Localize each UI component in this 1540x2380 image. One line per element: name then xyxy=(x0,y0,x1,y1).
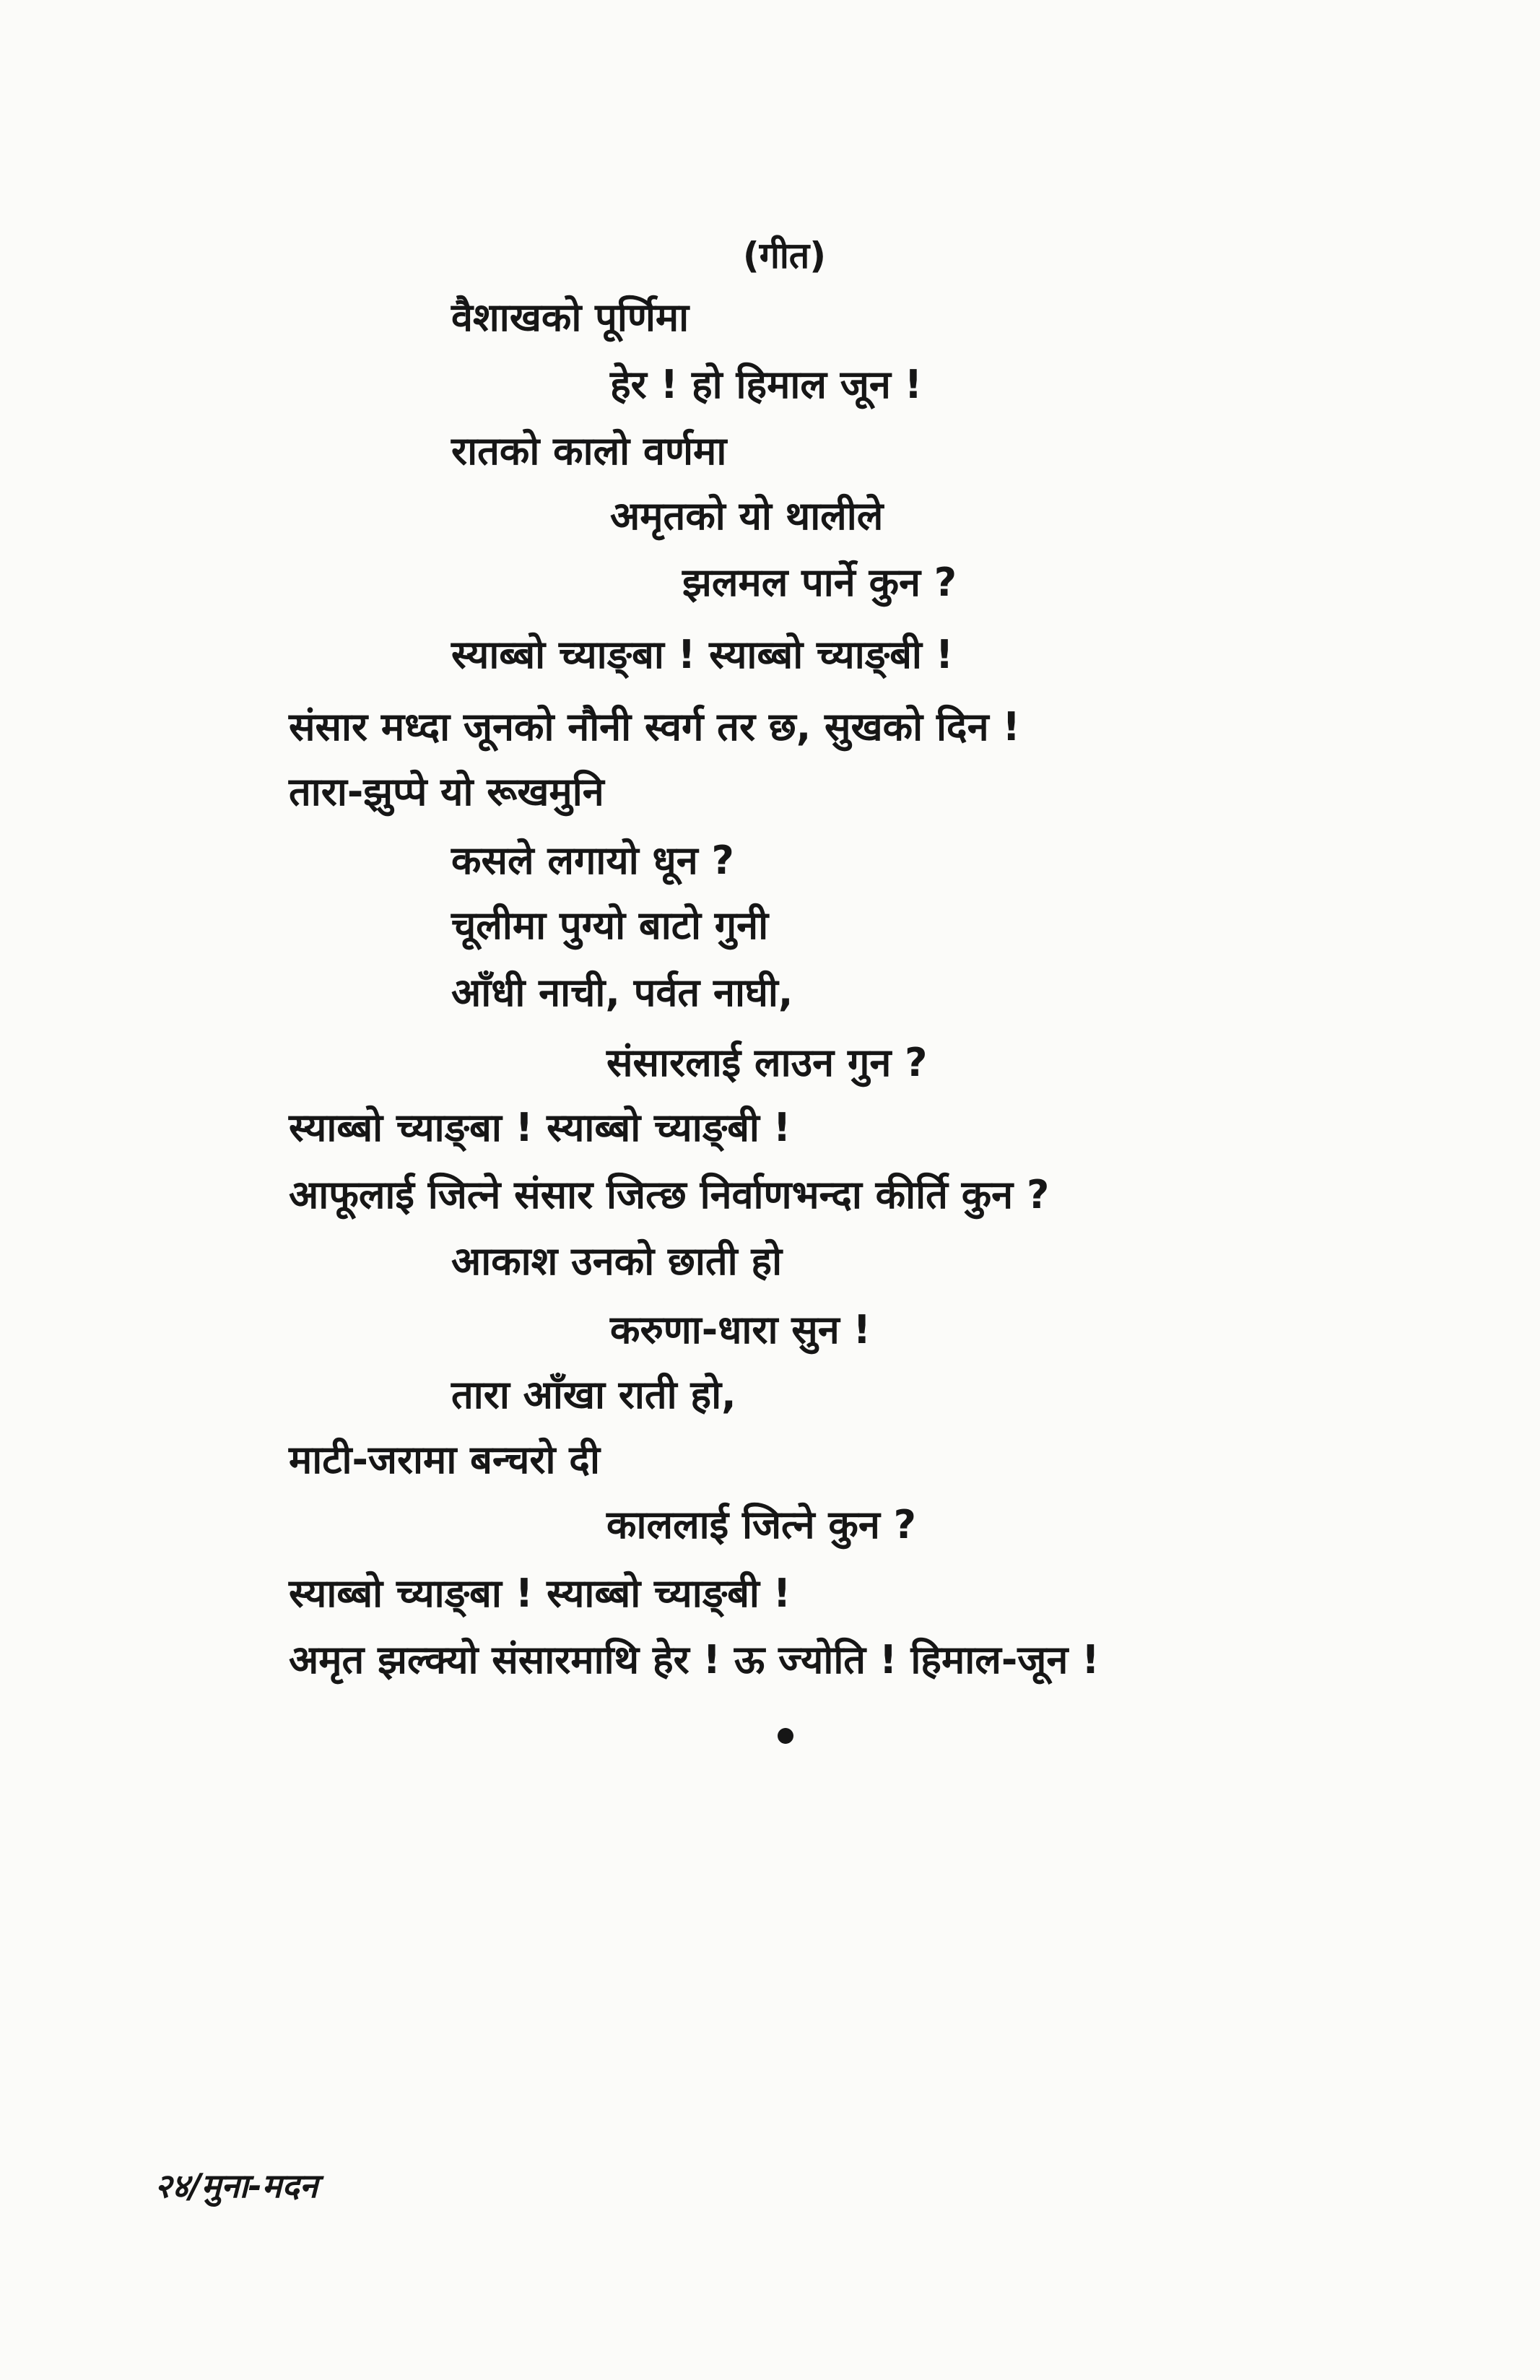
poem-heading: (गीत) xyxy=(742,235,827,277)
poem-line: अमृतको यो थालीले xyxy=(610,493,884,539)
poem-line: वैशाखको पूर्णिमा xyxy=(451,295,689,340)
poem-line: तारा आँखा राती हो, xyxy=(451,1372,736,1417)
page-footer: २४/मुना-मदन xyxy=(155,2166,318,2205)
poem-line: आँधी नाची, पर्वत नाघी, xyxy=(451,970,793,1015)
poem-line: हेर ! हो हिमाल जून ! xyxy=(610,362,923,407)
poem-line: कसले लगायो धून ? xyxy=(451,838,734,883)
poem-line: काललाई जित्ने कुन ? xyxy=(606,1502,916,1547)
poem-line: चूलीमा पुग्यो बाटो गुनी xyxy=(451,903,769,948)
poem-line: स्याब्बो च्याङ्बा ! स्याब्बो च्याङ्बी ! xyxy=(289,1105,791,1150)
poem-line: आफूलाई जित्ने संसार जित्छ निर्वाणभन्दा कीर्ति कुन ? xyxy=(289,1172,1050,1217)
poem-line: अमृत झल्क्यो संसारमाथि हेर ! ऊ ज्योति ! हिमाल-जून ! xyxy=(289,1637,1100,1682)
poem-line: रातको कालो वर्णमा xyxy=(451,428,727,474)
poem-line: संसार मध्दा जूनको नौनी स्वर्ग तर छ, सुखको दिन ! xyxy=(289,704,1020,750)
poem-line: स्याब्बो च्याङ्बा ! स्याब्बो च्याङ्बी ! xyxy=(289,1571,791,1616)
poem-line: आकाश उनको छाती हो xyxy=(451,1238,783,1284)
poem-line: करुणा-धारा सुन ! xyxy=(610,1307,871,1352)
poem-line: तारा-झुप्पे यो रूखमुनि xyxy=(289,769,604,815)
poem-line: स्याब्बो च्याङ्बा ! स्याब्बो च्याङ्बी ! xyxy=(451,632,954,677)
poem-line: संसारलाई लाउन गुन ? xyxy=(606,1040,928,1085)
poem-line: माटी-जरामा बन्चरो दी xyxy=(289,1437,600,1482)
poem-line: झलमल पार्ने कुन ? xyxy=(682,560,957,605)
section-end-bullet xyxy=(778,1728,793,1744)
